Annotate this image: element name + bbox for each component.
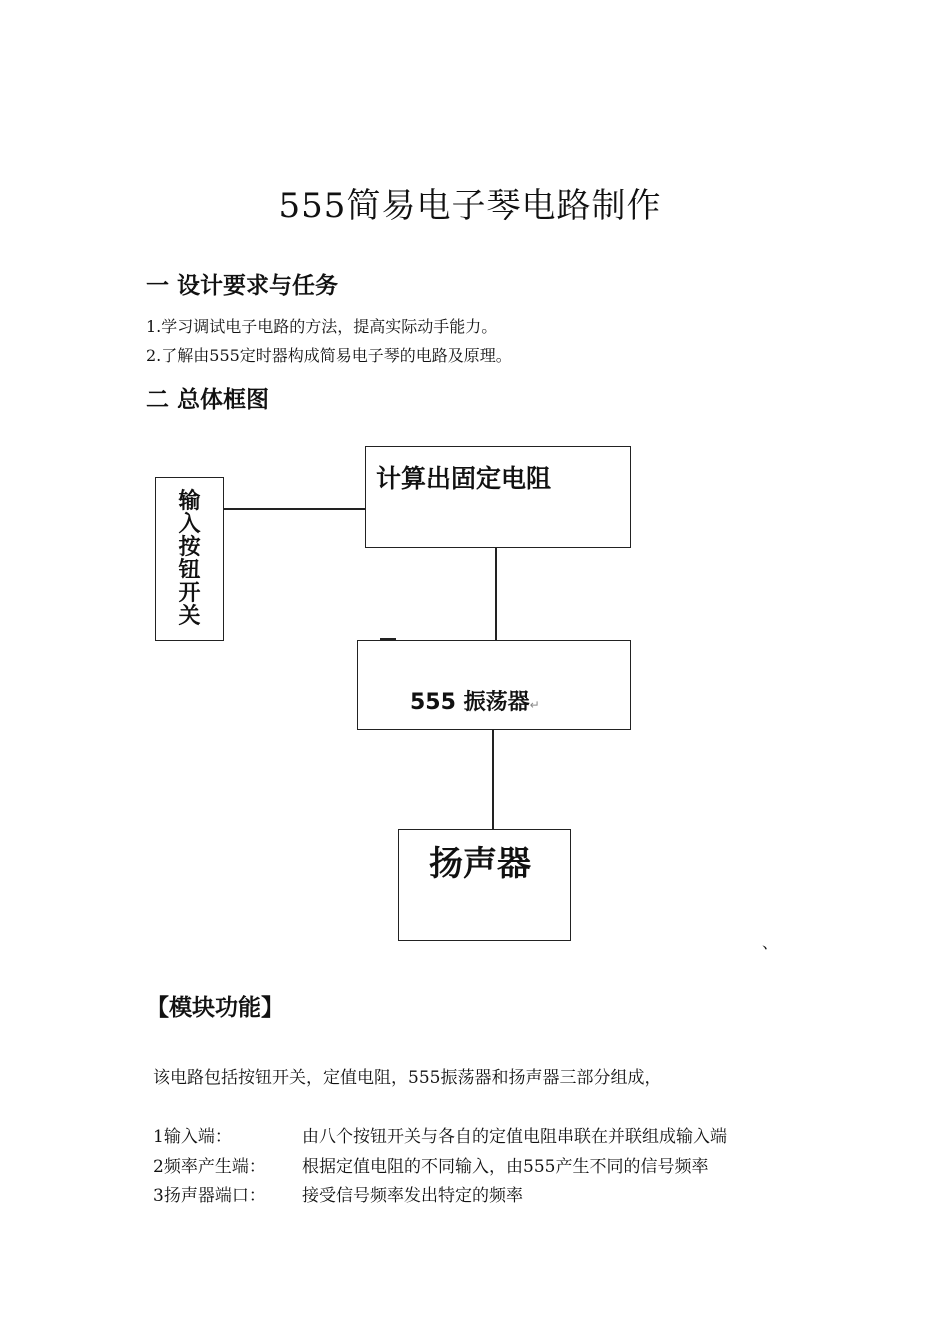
requirement-item-1: 1.学习调试电子电路的方法，提高实际动手能力。: [146, 317, 498, 336]
input-switch-box: [155, 477, 224, 641]
connector-input-to-resistor: [224, 508, 366, 510]
requirement-item-2: 2.了解由555定时器构成简易电子琴的电路及原理。: [146, 346, 512, 365]
module-row-text: 根据定值电阻的不同输入，由555产生不同的信号频率: [302, 1157, 709, 1177]
page-title: 555简易电子琴电路制作: [278, 186, 662, 226]
connector-resistor-to-oscillator: [495, 548, 497, 640]
module-row-text: 由八个按钮开关与各自的定值电阻串联在并联组成输入端: [302, 1127, 727, 1147]
return-mark: ↵: [529, 698, 540, 712]
module-row-text: 接受信号频率发出特定的频率: [302, 1186, 523, 1206]
section-heading-block-diagram: 二 总体框图: [146, 387, 270, 413]
fixed-resistor-box: [365, 446, 631, 548]
input-box-char: 按: [178, 535, 201, 560]
connector-oscillator-to-speaker: [492, 730, 494, 829]
oscillator-box: [357, 640, 631, 730]
speaker-box: [398, 829, 571, 941]
input-box-char: 关: [178, 604, 201, 629]
input-box-char: 入: [178, 512, 201, 537]
input-box-char: 输: [178, 489, 201, 514]
input-box-char: 开: [178, 581, 201, 606]
fixed-resistor-label: 计算出固定电阻: [376, 464, 552, 493]
input-box-char: 钮: [178, 558, 201, 583]
module-row-label: 1输入端：: [153, 1127, 232, 1147]
oscillator-label: 555 振荡器: [410, 690, 530, 715]
stray-mark: 、: [762, 933, 779, 952]
speaker-label: 扬声器: [429, 844, 531, 884]
section-heading-requirements: 一 设计要求与任务: [146, 273, 339, 299]
module-intro: 该电路包括按钮开关，定值电阻，555振荡器和扬声器三部分组成，: [153, 1068, 662, 1088]
small-tick-mark: [380, 638, 396, 640]
module-row-label: 3扬声器端口：: [153, 1186, 266, 1206]
module-heading: 【模块功能】: [146, 995, 284, 1021]
module-row-label: 2频率产生端：: [153, 1157, 266, 1177]
